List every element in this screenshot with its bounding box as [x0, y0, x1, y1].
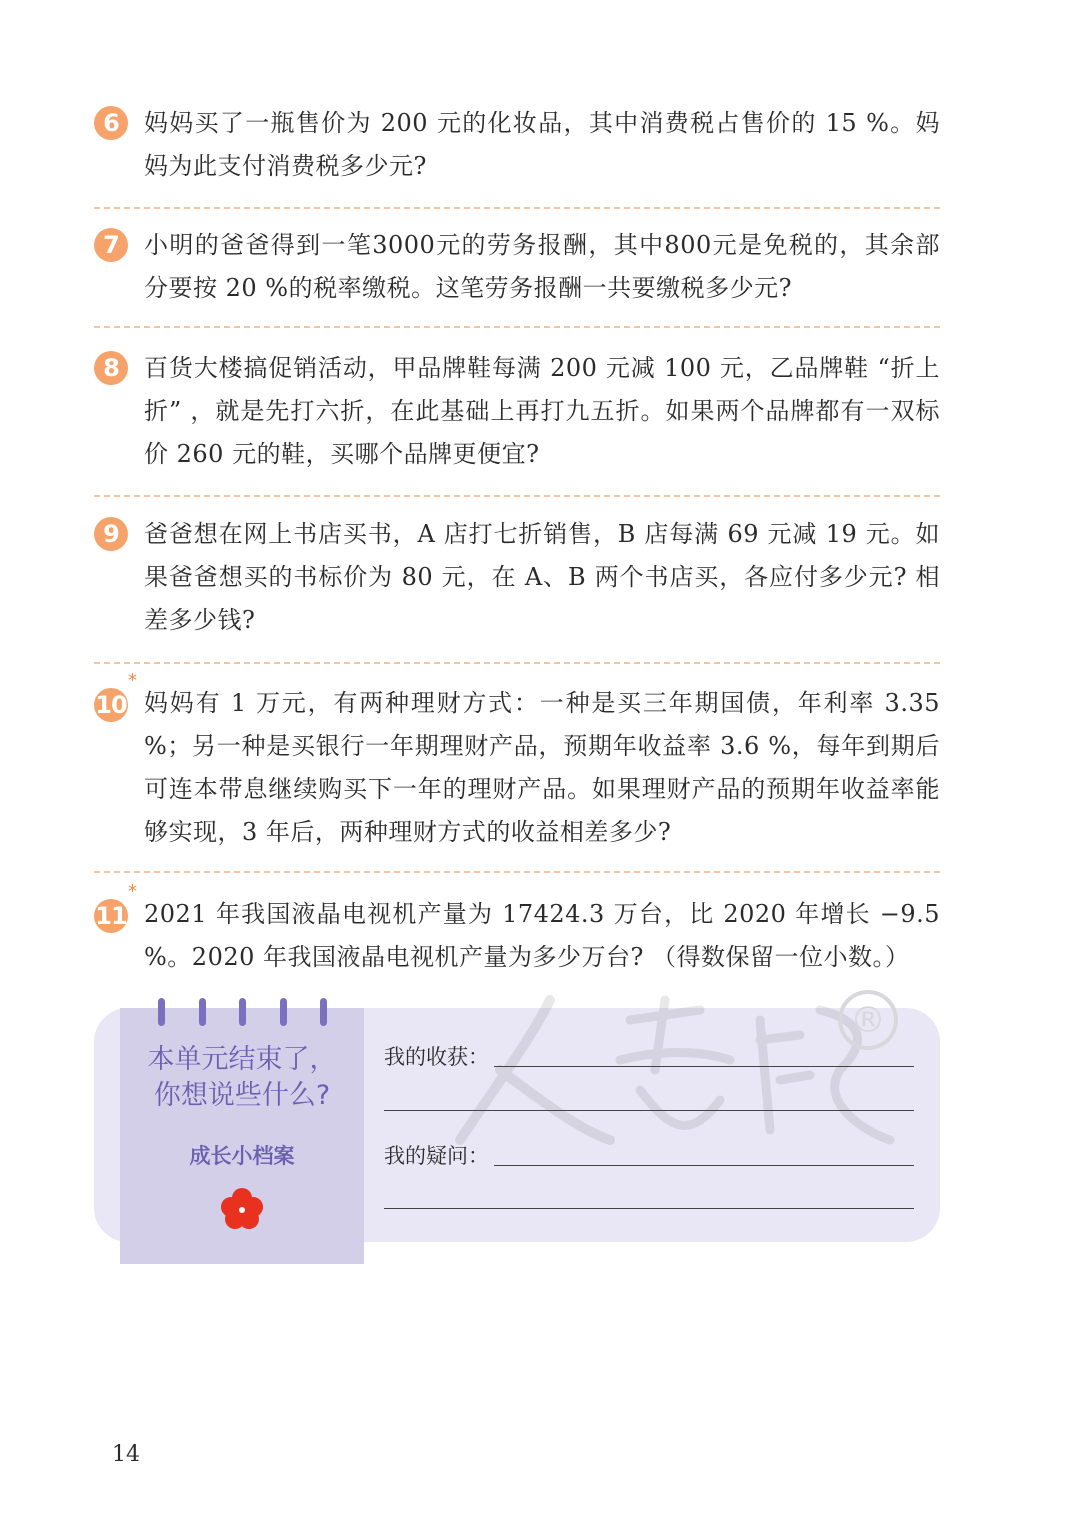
challenge-star-icon: * — [128, 670, 137, 691]
problem-text: 爸爸想在网上书店买书，A 店打七折销售，B 店每满 69 元减 19 元。如果爸爸想买的书标价为 80 元，在 A、B 两个书店买，各应付多少元? 相差多少钱? — [144, 520, 940, 634]
problem-number-badge: 9 — [94, 517, 128, 551]
problem-number-badge: 10 — [94, 688, 128, 722]
problem-text: 2021 年我国液晶电视机产量为 17424.3 万台，比 2020 年增长 −9.5 %。2020 年我国液晶电视机产量为多少万台? （得数保留一位小数。） — [144, 900, 940, 971]
problem-number-badge: 6 — [94, 106, 128, 140]
challenge-star-icon: * — [128, 881, 137, 902]
problem-number-badge: 7 — [94, 228, 128, 262]
question-label: 我的疑问： — [384, 1144, 489, 1168]
problem-text: 妈妈有 1 万元，有两种理财方式：一种是买三年期国债，年利率 3.35 %；另一种是买银行一年期理财产品，预期年收益率 3.6 %，每年到期后可连本带息继续购买下一年的理财产品。如果理财产品的预期年收益率能够实现，3 年后，两种理财方式的收益相差多少? — [144, 689, 940, 846]
registered-mark: ® — [838, 990, 898, 1050]
question-writing-line[interactable] — [384, 1208, 914, 1209]
binder-ring — [280, 998, 287, 1026]
dashed-divider — [94, 871, 940, 873]
page-number: 14 — [112, 1442, 140, 1467]
dashed-divider — [94, 662, 940, 664]
flower-icon — [220, 1188, 264, 1230]
notepad-subtitle: 成长小档案 — [189, 1144, 295, 1168]
binder-ring — [320, 998, 327, 1026]
gain-writing-line[interactable] — [494, 1066, 914, 1067]
problem-10 — [94, 670, 940, 854]
dashed-divider — [94, 495, 940, 497]
problem-text: 百货大楼搞促销活动，甲品牌鞋每满 200 元减 100 元，乙品牌鞋 “折上折” ，就是先打六折，在此基础上再打九五折。如果两个品牌都有一双标价 260 元的鞋，买哪个品牌更便宜? — [144, 354, 940, 468]
publisher-watermark-logo — [440, 980, 900, 1160]
problem-8 — [94, 347, 940, 476]
binder-ring — [239, 998, 246, 1026]
question-writing-line[interactable] — [494, 1165, 914, 1166]
problem-6 — [94, 102, 940, 188]
problem-text: 小明的爸爸得到一笔3000元的劳务报酬，其中800元是免税的，其余部分要按 20 %的税率缴税。这笔劳务报酬一共要缴税多少元? — [144, 231, 940, 302]
problem-7 — [94, 224, 940, 310]
problem-9 — [94, 513, 940, 642]
problem-text: 妈妈买了一瓶售价为 200 元的化妆品，其中消费税占售价的 15 %。妈妈为此支付消费税多少元? — [144, 109, 940, 180]
problem-number-badge: 8 — [94, 351, 128, 385]
gain-label: 我的收获： — [384, 1045, 489, 1069]
notepad-title: 本单元结束了， 你想说些什么? — [147, 1044, 337, 1111]
binder-ring — [158, 998, 165, 1026]
problem-number-badge: 11 — [94, 899, 128, 933]
problem-11 — [94, 881, 940, 979]
gain-writing-line[interactable] — [384, 1110, 914, 1111]
dashed-divider — [94, 207, 940, 209]
dashed-divider — [94, 326, 940, 328]
binder-ring — [199, 998, 206, 1026]
